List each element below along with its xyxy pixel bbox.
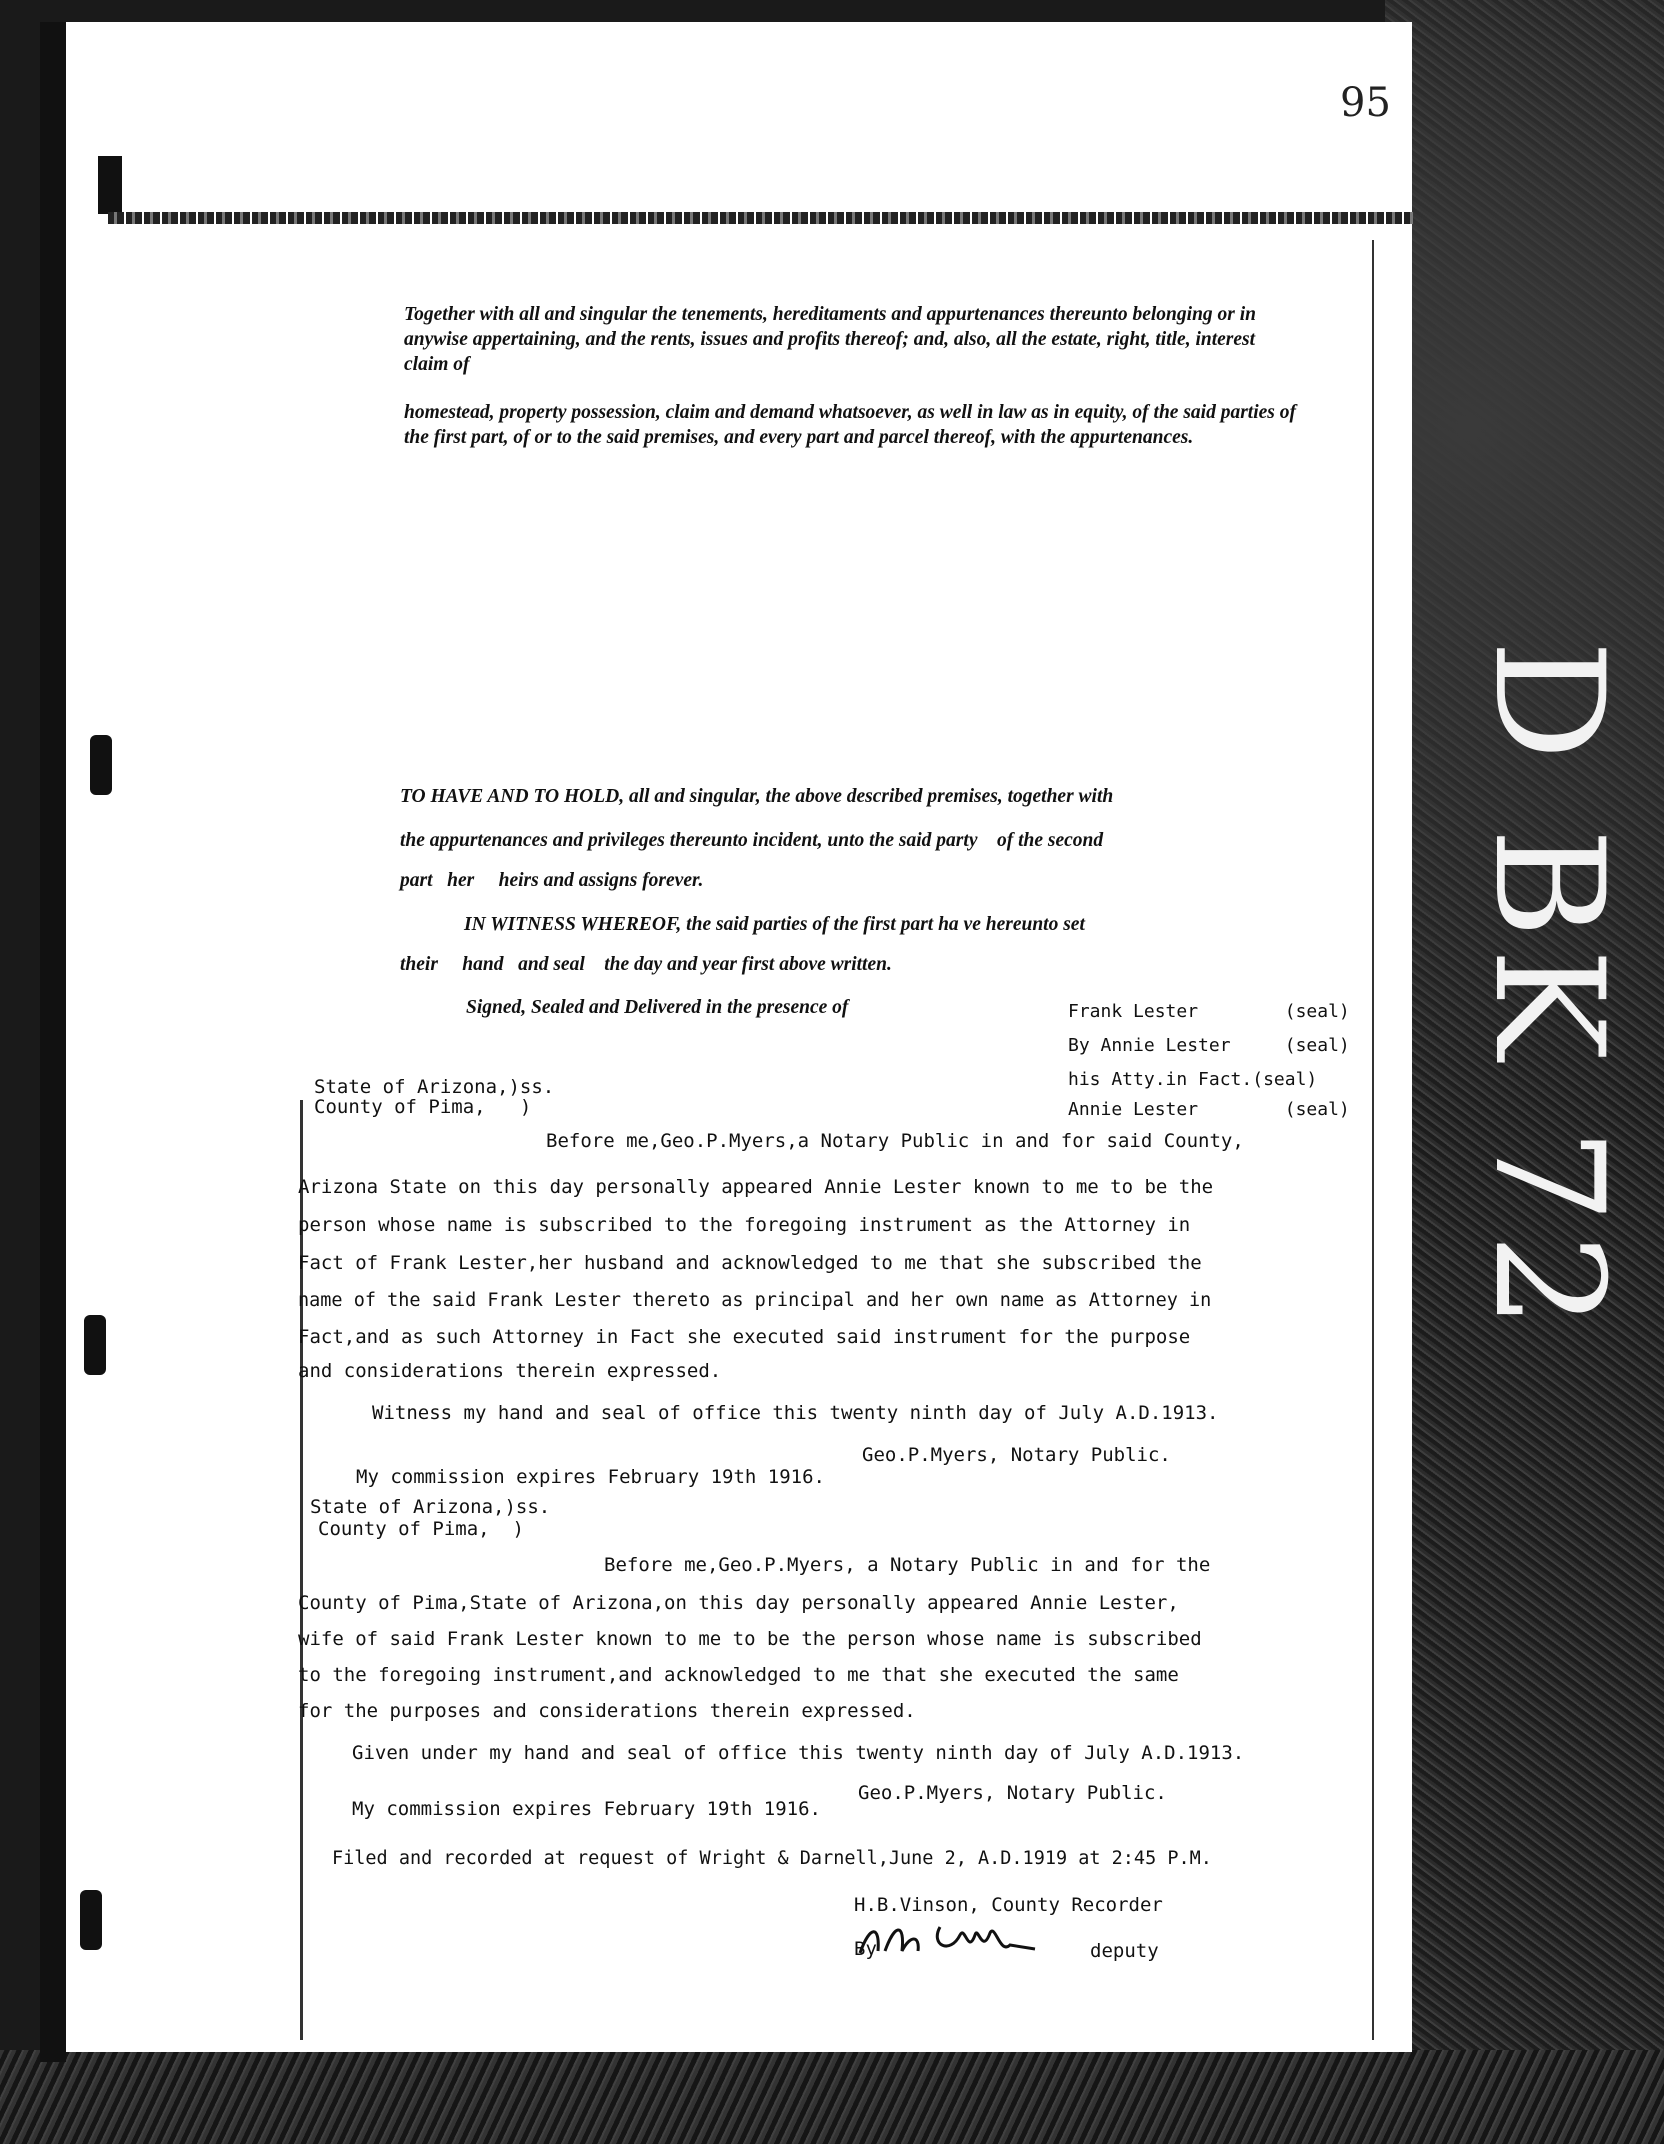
- book-stamp-text: D BK 72: [1461, 640, 1635, 1339]
- binding-edge: [40, 22, 66, 2062]
- recorder-name: H.B.Vinson, County Recorder: [854, 1894, 1163, 1916]
- header-rule: [108, 212, 1413, 224]
- ack-witness-line: Witness my hand and seal of office this twenty ninth day of July A.D.1913.: [372, 1402, 1219, 1424]
- ack-line: Before me,Geo.P.Myers,a Notary Public in and for said County,: [546, 1130, 1244, 1152]
- ack-line: Fact,and as such Attorney in Fact she executed said instrument for the purpose: [298, 1326, 1191, 1348]
- commission-line: My commission expires February 19th 1916.: [356, 1466, 825, 1488]
- deputy-label: deputy: [1090, 1940, 1159, 1962]
- ack-line: Before me,Geo.P.Myers, a Notary Public in and for the: [604, 1554, 1211, 1576]
- together-clause: Together with all and singular the tenements, hereditaments and appurtenances thereunto belonging or in anywise appertaining, and the rents, issues and profits thereof; and, also, all the estate, right, title, interest claim of: [404, 304, 1257, 375]
- binder-tab-marker: [84, 1315, 106, 1375]
- commission-line: My commission expires February 19th 1916.: [352, 1798, 821, 1820]
- ack-line: person whose name is subscribed to the foregoing instrument as the Attorney in: [298, 1214, 1191, 1236]
- ack-line: and considerations therein expressed.: [298, 1360, 722, 1382]
- ack-witness-line: Given under my hand and seal of office this twenty ninth day of July A.D.1913.: [352, 1742, 1245, 1764]
- ack-line: Arizona State on this day personally appeared Annie Lester known to me to be the: [298, 1176, 1214, 1198]
- ack-line: Fact of Frank Lester,her husband and acknowledged to me that she subscribed the: [298, 1252, 1202, 1274]
- scan-border-bottom: [0, 2050, 1664, 2144]
- ack-line: for the purposes and considerations therein expressed.: [298, 1700, 916, 1722]
- deputy-signature: [850, 1915, 1040, 1970]
- signature-line: his Atty.in Fact.(seal): [1068, 1069, 1318, 1090]
- page-number: 95: [1340, 80, 1391, 126]
- witness-clause: IN WITNESS WHEREOF, the said parties of the first part ha ve hereunto set: [464, 914, 1085, 935]
- book-stamp: [1461, 640, 1640, 1700]
- ack-line: wife of said Frank Lester known to me to be the person whose name is subscribed: [298, 1628, 1202, 1650]
- signature-line: Annie Lester (seal): [1068, 1099, 1350, 1120]
- witness-clause: their hand and seal the day and year first above written.: [400, 954, 892, 975]
- ack-line: name of the said Frank Lester thereto as principal and her own name as Attorney in: [298, 1290, 1212, 1311]
- venue-line: County of Pima, ): [314, 1096, 532, 1118]
- binder-tab-marker: [80, 1890, 102, 1950]
- venue-line: State of Arizona,)ss.: [310, 1496, 551, 1518]
- by-label: By: [854, 1938, 877, 1960]
- habendum-line: part her heirs and assigns forever.: [400, 870, 704, 891]
- binder-tab-marker: [90, 735, 112, 795]
- margin-line: [1372, 240, 1374, 2040]
- habendum-line: TO HAVE AND TO HOLD, all and singular, the above described premises, together with: [400, 786, 1114, 807]
- venue-line: State of Arizona,)ss.: [314, 1076, 555, 1098]
- ack-line: to the foregoing instrument,and acknowledged to me that she executed the same: [298, 1664, 1179, 1686]
- habendum-line: the appurtenances and privileges thereunto incident, unto the said party of the second: [400, 830, 1104, 851]
- homestead-clause: homestead, property possession, claim and demand whatsoever, as well in law as in equity, of the said parties of the first part, of or to the said premises, and every part and parcel thereof, with the appurtenances.: [404, 402, 1296, 448]
- venue-line: County of Pima, ): [318, 1518, 524, 1540]
- signed-sealed-line: Signed, Sealed and Delivered in the presence of: [466, 997, 849, 1018]
- signature-line: By Annie Lester (seal): [1068, 1035, 1350, 1056]
- notary-name: Geo.P.Myers, Notary Public.: [862, 1444, 1171, 1466]
- recording-line: Filed and recorded at request of Wright & Darnell,June 2, A.D.1919 at 2:45 P.M.: [332, 1848, 1212, 1869]
- signature-line: Frank Lester (seal): [1068, 1001, 1350, 1022]
- rule-cap: [98, 156, 122, 214]
- ack-line: County of Pima,State of Arizona,on this day personally appeared Annie Lester,: [298, 1592, 1179, 1614]
- notary-name: Geo.P.Myers, Notary Public.: [858, 1782, 1167, 1804]
